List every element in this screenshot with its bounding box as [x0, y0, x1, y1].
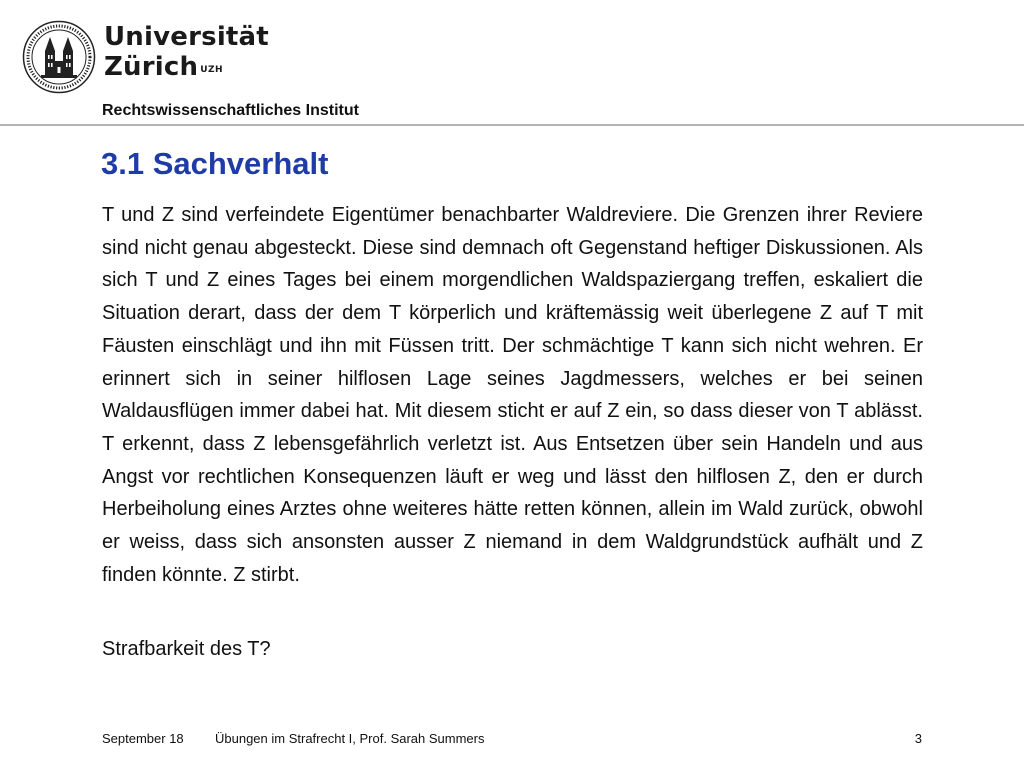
university-name-line2	[104, 52, 269, 82]
university-seal-logo	[22, 20, 96, 94]
institute-name: Rechtswissenschaftliches Institut	[102, 102, 359, 119]
university-city: Zürich	[104, 52, 199, 82]
case-facts-paragraph: T und Z sind verfeindete Eigentümer benachbarter Waldreviere. Die Grenzen ihrer Reviere sind nicht genau abgesteckt. Diese sind demnach oft Gegenstand heftiger Diskussionen. Als sich T und Z eines Tages bei einem morgendlichen Waldspaziergang treffen, eskaliert die Situation derart, dass der dem T körperlich und kräftemässig weit überlegene Z auf T mit Fäusten einschlägt und ihn mit Füssen tritt. Der schmächtige T kann sich nicht wehren. Er erinnert sich in seiner hilflosen Lage seines Jagdmessers, welches er bei seinen Waldausflügen immer dabei hat. Mit diesem sticht er auf Z ein, so dass dieser von T ablässt. T erkennt, dass Z lebensgefährlich verletzt ist. Aus Entsetzen über sein Handeln und aus Angst vor rechtlichen Konsequenzen läuft er weg und lässt den hilflosen Z, den er durch Herbeiholung eines Arztes ohne weiteres hätte retten können, allein im Wald zurück, obwohl er weiss, dass sich ansonsten ausser Z niemand in dem Waldgrundstück aufhält und Z finden könnte. Z stirbt.	[102, 204, 923, 586]
university-wordmark	[104, 22, 269, 82]
footer-course-title: Übungen im Strafrecht I, Prof. Sarah Summers	[215, 731, 485, 746]
university-abbr: UZH	[200, 65, 224, 75]
header-divider	[0, 124, 1024, 126]
footer-page-number: 3	[914, 731, 922, 746]
footer-date: September 18	[102, 731, 184, 746]
university-name-line1: Universität	[104, 22, 269, 52]
slide-title: 3.1 Sachverhalt	[101, 146, 329, 181]
case-question: Strafbarkeit des T?	[102, 638, 271, 660]
